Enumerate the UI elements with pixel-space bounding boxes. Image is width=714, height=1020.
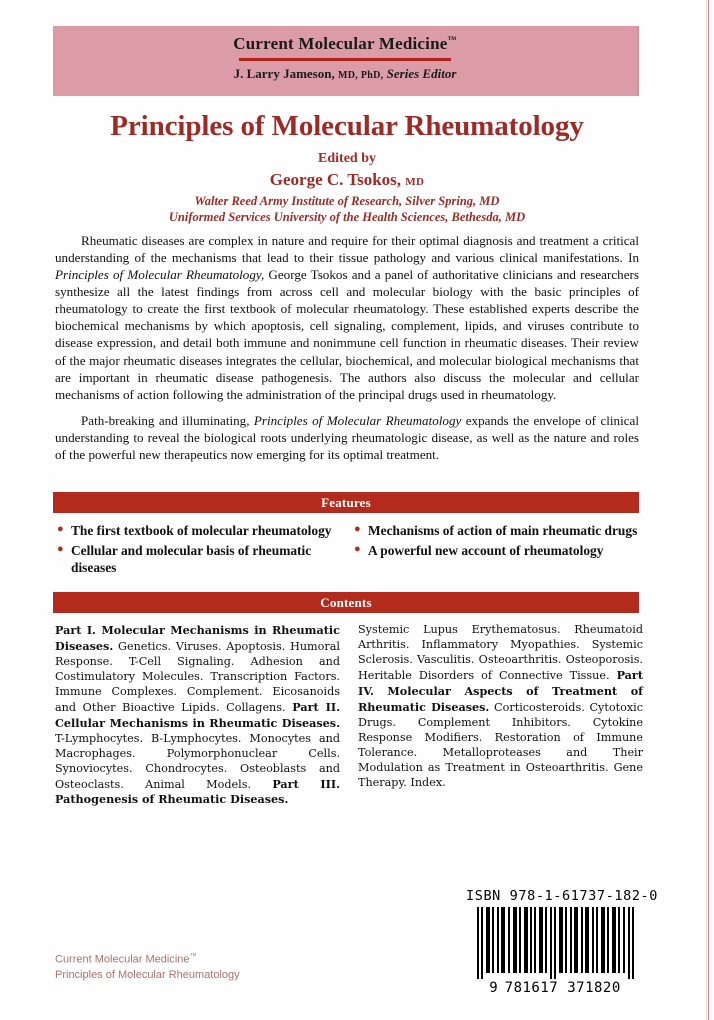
blurb-p2-text-a: Path-breaking and illuminating,	[81, 412, 254, 428]
series-divider-rule	[239, 58, 451, 61]
series-editor-degrees: MD, PhD,	[337, 69, 384, 81]
contents-list	[55, 623, 643, 808]
footer-series-name: Current Molecular Medicine	[55, 953, 190, 966]
blurb-p2-italic-title: Principles of Molecular Rheumatology	[253, 412, 462, 428]
blurb-p1-italic-title: Principles of Molecular Rheumatology,	[55, 267, 265, 283]
feature-item	[352, 522, 643, 540]
blurb-p2-text-b: expands the envelope of clinical understanding to reveal the biological roots underlying rheumatologic disease, as well as the nature and roles of the powerful new therapeutics now emerging for its optimal treatment.	[55, 412, 639, 462]
blurb-p1-text-a: Rheumatic diseases are complex in nature and require for their optimal diagnosis and treatment a critical understanding of the mechanisms that lead to their tissue pathology and various clinical manifestations. In	[55, 233, 639, 266]
bullet-dot-icon: ●	[354, 542, 361, 555]
ean-lead-digit: 9	[489, 980, 498, 996]
editor-name-line	[53, 170, 641, 190]
editor-affiliation-line-2: Uniformed Services University of the Health Sciences, Bethesda, MD	[168, 210, 526, 225]
bullet-dot-icon: ●	[57, 523, 64, 535]
editor-degree: MD	[405, 176, 425, 189]
features-column-right	[346, 522, 643, 579]
features-section-heading: Features	[53, 492, 639, 513]
contents-part-body: Genetics. Viruses. Apoptosis. Humoral Response. T-Cell Signaling. Adhesion and Costimulatory Molecules. Transcription Factors. Immune Complexes. Complement. Eicosanoids and Other Bioactive Lipids. Collagens.	[55, 639, 340, 714]
features-column-left	[55, 522, 346, 579]
contents-part-body: Systemic Lupus Erythematosus. Rheumatoid Arthritis. Inflammatory Myopathies. Systemic Sclerosis. Vasculitis. Osteoarthritis. Osteoporosis. Heritable Disorders of Connective Tissue.	[358, 623, 643, 682]
ean13-barcode-image	[474, 907, 636, 979]
feature-item	[55, 522, 346, 540]
contents-part-heading: Part III. Pathogenesis of Rheumatic Diseases.	[55, 776, 340, 807]
description-blurb	[55, 232, 639, 463]
feature-item-label: The first textbook of molecular rheumatology	[71, 523, 332, 538]
blurb-paragraph-1	[55, 232, 639, 403]
series-editor-name: J. Larry Jameson	[233, 65, 332, 81]
contents-section-heading: Contents	[53, 592, 639, 613]
isbn-label: ISBN 978-1-61737-182-0	[466, 888, 659, 904]
contents-part-body: Corticosteroids. Cytotoxic Drugs. Complement Inhibitors. Cytokine Response Modifiers. Restoration of Immune Tolerance. Metalloproteases and Their Modulation as Treatment in Osteoarthritis. Gene Therapy. Index.	[358, 700, 643, 789]
series-editor-role: Series Editor	[386, 65, 457, 81]
cover-edge-line	[708, 0, 709, 1020]
blurb-p1-text-b: George Tsokos and a panel of authoritative clinicians and researchers synthesize all the latest findings from across cell and molecular biology with the basic principles of rheumatology to create the first textbook of molecular rheumatology. These established experts describe the biochemical mechanisms by which apoptosis, cell signaling, complement, lipids, and viruses contribute to disease expression, and detail both immune and nonimmune cell function in rheumatic diseases. Their review of the major rheumatic diseases integrates the cellular, biochemical, and molecular biological mechanisms that are important in rheumatic disease pathogenesis. The authors also discuss the molecular and cellular mechanisms of action following the administration of the principal drugs used in rheumatology.	[55, 267, 639, 402]
edited-by-label: Edited by	[318, 151, 376, 167]
series-trademark-symbol: ™	[447, 34, 457, 45]
contents-part-heading: Part I. Molecular Mechanisms in Rheumatic Diseases.	[55, 623, 340, 653]
contents-column-left	[55, 623, 340, 808]
contents-part-body: T-Lymphocytes. B-Lymphocytes. Monocytes and Macrophages. Polymorphonuclear Cells. Synoviocytes. Chondrocytes. Osteoblasts and Osteoclasts. Animal Models.	[55, 731, 340, 791]
contents-part-heading: Part IV. Molecular Aspects of Treatment of Rheumatic Diseases.	[358, 667, 643, 714]
feature-item	[352, 542, 643, 560]
contents-column-right	[358, 623, 643, 808]
ean13-digits	[466, 980, 644, 996]
footer-series-line	[55, 952, 240, 968]
contents-part-heading: Part II. Cellular Mechanisms in Rheumatic Diseases.	[55, 699, 340, 730]
feature-item-label: A powerful new account of rheumatology	[368, 542, 604, 558]
barcode-area	[466, 888, 659, 996]
bullet-dot-icon: ●	[57, 542, 64, 555]
editor-affiliation-line-1: Walter Reed Army Institute of Research, Silver Spring, MD	[194, 194, 500, 209]
editor-name: George C. Tsokos,	[269, 170, 402, 190]
ean-group-1: 781617	[504, 980, 559, 996]
cover-edge-line-inner	[706, 0, 707, 1020]
feature-item-label: Cellular and molecular basis of rheumatic diseases	[71, 542, 312, 576]
series-title	[53, 35, 637, 54]
cover-footer	[55, 952, 240, 983]
features-list	[55, 522, 643, 579]
blurb-paragraph-2	[55, 412, 639, 463]
editor-affiliation	[53, 193, 641, 225]
footer-book-title: Principles of Molecular Rheumatology	[55, 968, 240, 981]
series-title-text: Current Molecular Medicine	[233, 34, 448, 53]
feature-item-label: Mechanisms of action of main rheumatic drugs	[368, 523, 638, 538]
book-title: Principles of Molecular Rheumatology	[110, 110, 584, 142]
bullet-dot-icon: ●	[354, 523, 361, 535]
series-header-band	[53, 26, 639, 96]
feature-item	[55, 542, 346, 577]
footer-trademark-symbol: ™	[189, 953, 197, 960]
ean-group-2: 371820	[567, 980, 621, 996]
title-block	[53, 110, 641, 225]
series-editor-line: J. Larry Jameson, MD, PhD, Series Editor	[233, 65, 457, 81]
